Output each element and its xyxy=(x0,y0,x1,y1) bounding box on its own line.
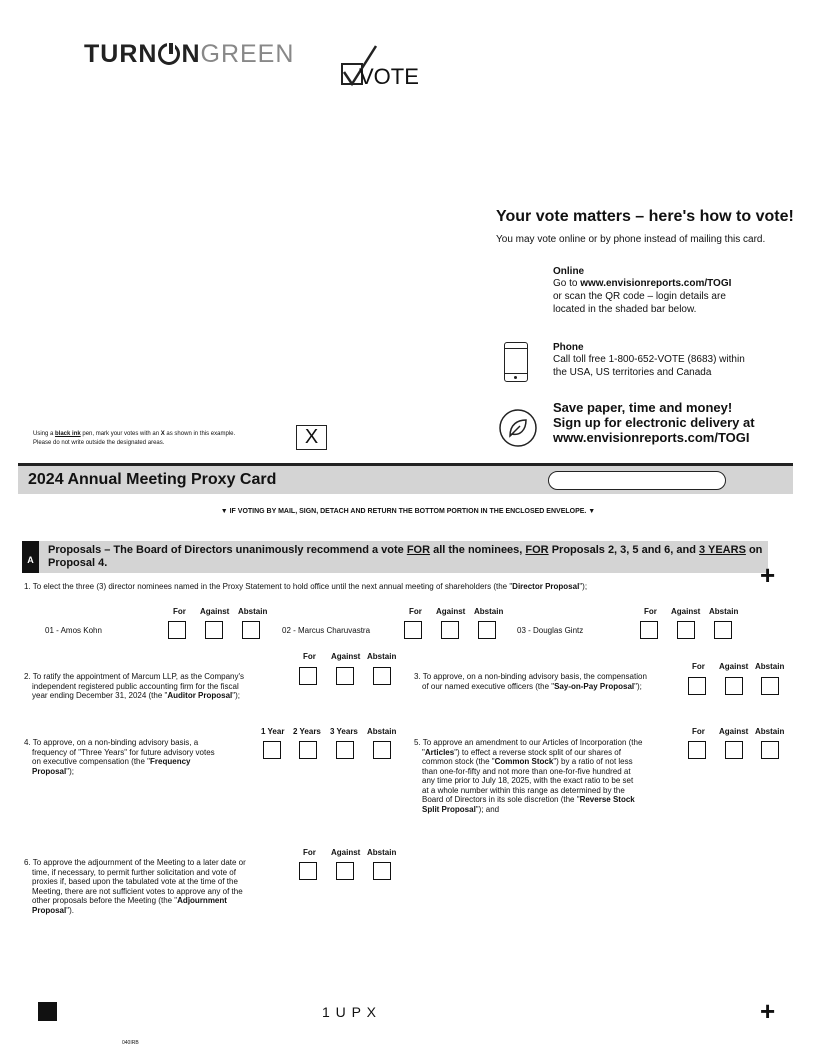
company-logo: TURN NGREEN xyxy=(84,40,295,68)
small-form-code: 040IRB xyxy=(122,1040,139,1046)
p4-3years-label: 3 Years xyxy=(330,727,358,736)
p2-against-label: Against xyxy=(331,652,361,661)
vote-info-subtitle: You may vote online or by phone instead of mailing this card. xyxy=(496,234,766,245)
nominee-1-against-checkbox[interactable] xyxy=(205,621,223,639)
proposal-3-for-checkbox[interactable] xyxy=(688,677,706,695)
p1-n2-for-label: For xyxy=(409,607,422,616)
proposal-4-text: 4. To approve, on a non-binding advisory basis, a frequency of "Three Years" for future advisory votes on executive compensation (the "Frequency Proposal"); xyxy=(24,738,215,776)
p1-n3-for-label: For xyxy=(644,607,657,616)
nominee-2-abstain-checkbox[interactable] xyxy=(478,621,496,639)
p3-for-label: For xyxy=(692,662,705,671)
p2-for-label: For xyxy=(303,652,316,661)
phone-section xyxy=(553,342,793,379)
p6-against-label: Against xyxy=(331,848,361,857)
nominee-2-name: 02 - Marcus Charuvastra xyxy=(282,626,371,635)
proposal-5-text: 5. To approve an amendment to our Articles of Incorporation (the "Articles") to effect a reverse stock split of our shares of common stock (the "Common Stock") by a ratio of not less than one-for-fifty and not more than one-for-five hundred at any time prior to July 18, 2025, with the exact ratio to be set at a whole number within this range as determined by the Board of Directors in its sole discretion (the "Reverse Stock Split Proposal"); and xyxy=(414,738,643,814)
proposal-4-1year-checkbox[interactable] xyxy=(263,741,281,759)
proposal-2-text: 2. To ratify the appointment of Marcum LLP, as the Company's independent registered public accounting firm for the fiscal year ending December 31, 2024 (the "Auditor Proposal"); xyxy=(24,672,245,700)
p1-n2-abstain-label: Abstain xyxy=(474,607,504,616)
p1-n2-against-label: Against xyxy=(436,607,466,616)
vote-text: VOTE xyxy=(359,64,419,89)
card-title: 2024 Annual Meeting Proxy Card xyxy=(28,471,277,488)
nominee-1-abstain-checkbox[interactable] xyxy=(242,621,260,639)
proposal-4-2years-checkbox[interactable] xyxy=(299,741,317,759)
proposal-6-abstain-checkbox[interactable] xyxy=(373,862,391,880)
p1-n1-against-label: Against xyxy=(200,607,230,616)
proposal-5-for-checkbox[interactable] xyxy=(688,741,706,759)
section-a-letter: A xyxy=(22,541,39,573)
save-line-2: Sign up for electronic delivery at xyxy=(553,415,755,430)
p1-n1-abstain-label: Abstain xyxy=(238,607,268,616)
online-section xyxy=(553,266,793,316)
proposal-4-3years-checkbox[interactable] xyxy=(336,741,354,759)
p5-for-label: For xyxy=(692,727,705,736)
example-mark-box: X xyxy=(296,425,327,450)
proposal-2-for-checkbox[interactable] xyxy=(299,667,317,685)
nominee-2-against-checkbox[interactable] xyxy=(441,621,459,639)
control-number-field[interactable] xyxy=(548,471,726,490)
phone-text-1: Call toll free 1-800-652-VOTE (8683) within xyxy=(553,354,745,365)
registration-mark-square xyxy=(38,1002,57,1021)
proposal-5-against-checkbox[interactable] xyxy=(725,741,743,759)
online-text-2: or scan the QR code – login details are xyxy=(553,291,726,302)
proposal-3-abstain-checkbox[interactable] xyxy=(761,677,779,695)
proposal-3-text: 3. To approve, on a non-binding advisory basis, the compensation of our named executive officers (the "Say-on-Pay Proposal"); xyxy=(414,672,647,691)
proposal-4-abstain-checkbox[interactable] xyxy=(373,741,391,759)
p3-against-label: Against xyxy=(719,662,749,671)
p4-abstain-label: Abstain xyxy=(367,727,397,736)
p1-n3-against-label: Against xyxy=(671,607,701,616)
p6-for-label: For xyxy=(303,848,316,857)
proposal-2-abstain-checkbox[interactable] xyxy=(373,667,391,685)
p2-abstain-label: Abstain xyxy=(367,652,397,661)
online-text: Go to xyxy=(553,278,581,289)
vote-logo xyxy=(340,44,419,93)
p4-1year-label: 1 Year xyxy=(261,727,285,736)
proposal-6-text: 6. To approve the adjournment of the Meeting to a later date or time, if necessary, to permit further solicitation and vote of proxies if, based upon the tabulated vote at the time of the Meeting, there are not sufficient votes to approve any of the other proposals before the Meeting (the "Adjournment Proposal"). xyxy=(24,858,246,915)
marking-instructions: Using a black ink pen, mark your votes with an X as shown in this example. Please do not write outside the designated areas. xyxy=(33,431,236,446)
nominee-2-for-checkbox[interactable] xyxy=(404,621,422,639)
instructions-line-2: Please do not write outside the designated areas. xyxy=(33,440,165,446)
proposal-1-text: 1. To elect the three (3) director nominees named in the Proxy Statement to hold office until the next annual meeting of shareholders (the "Director Proposal"); xyxy=(24,582,588,591)
proposal-6-for-checkbox[interactable] xyxy=(299,862,317,880)
online-heading: Online xyxy=(553,266,585,277)
leaf-icon xyxy=(498,408,538,453)
p5-against-label: Against xyxy=(719,727,749,736)
nominee-3-name: 03 - Douglas Gintz xyxy=(517,626,584,635)
phone-icon xyxy=(504,342,528,382)
nominee-3-against-checkbox[interactable] xyxy=(677,621,695,639)
nominee-1-name: 01 - Amos Kohn xyxy=(45,626,102,635)
phone-text-2: the USA, US territories and Canada xyxy=(553,367,712,378)
p1-n1-for-label: For xyxy=(173,607,186,616)
p1-n3-abstain-label: Abstain xyxy=(709,607,739,616)
save-line-1: Save paper, time and money! xyxy=(553,400,733,415)
proposal-5-abstain-checkbox[interactable] xyxy=(761,741,779,759)
logo-turn-text: TURN xyxy=(84,40,158,68)
power-icon xyxy=(158,43,180,65)
nominee-3-for-checkbox[interactable] xyxy=(640,621,658,639)
nominee-1-for-checkbox[interactable] xyxy=(168,621,186,639)
logo-green-text: GREEN xyxy=(200,40,295,68)
vote-info-title: Your vote matters – here's how to vote! xyxy=(496,208,794,225)
proposal-6-against-checkbox[interactable] xyxy=(336,862,354,880)
p5-abstain-label: Abstain xyxy=(755,727,785,736)
mail-notice: ▼ IF VOTING BY MAIL, SIGN, DETACH AND RETURN THE BOTTOM PORTION IN THE ENCLOSED ENVELOPE. ▼ xyxy=(220,508,596,515)
nominee-3-abstain-checkbox[interactable] xyxy=(714,621,732,639)
phone-heading: Phone xyxy=(553,342,584,353)
p4-2years-label: 2 Years xyxy=(293,727,321,736)
form-code: 1 U P X xyxy=(322,1004,377,1020)
online-url-link[interactable]: www.envisionreports.com/TOGI xyxy=(580,278,732,289)
p6-abstain-label: Abstain xyxy=(367,848,397,857)
proposal-3-against-checkbox[interactable] xyxy=(725,677,743,695)
p3-abstain-label: Abstain xyxy=(755,662,785,671)
save-paper-section xyxy=(553,400,755,445)
section-a-title: Proposals – The Board of Directors unanimously recommend a vote FOR all the nominees, FOR Proposals 2, 3, 5 and 6, and 3 YEARS on Proposal 4. xyxy=(48,544,763,569)
online-text-3: located in the shaded bar below. xyxy=(553,304,697,315)
save-line-3[interactable]: www.envisionreports.com/TOGI xyxy=(553,430,750,445)
plus-mark-top: + xyxy=(760,560,776,590)
plus-mark-bottom: + xyxy=(760,996,776,1026)
proposal-2-against-checkbox[interactable] xyxy=(336,667,354,685)
